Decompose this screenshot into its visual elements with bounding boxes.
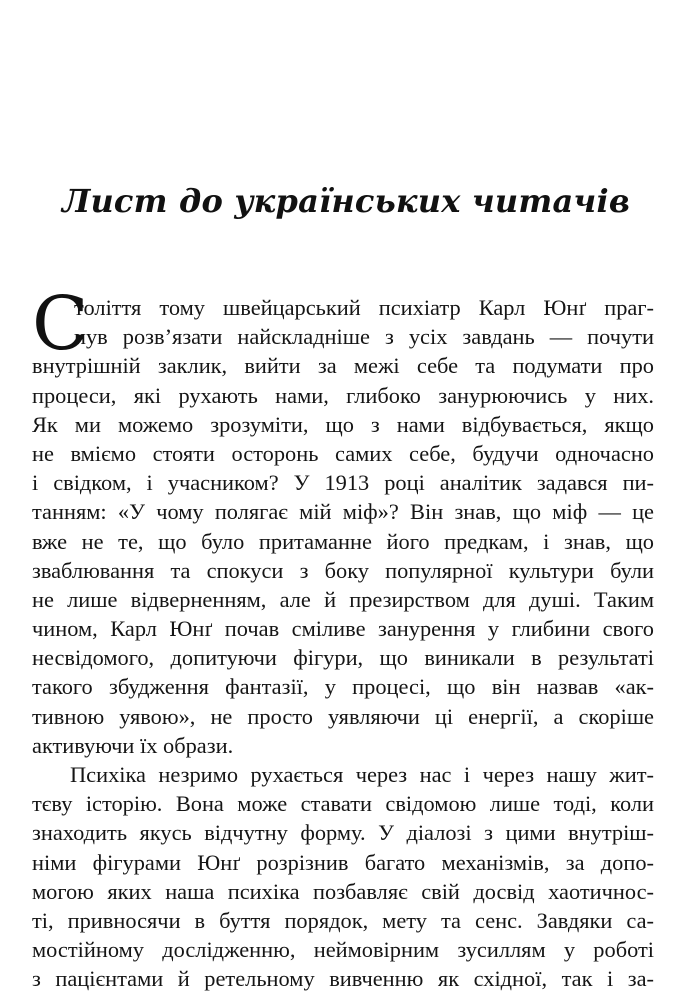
text-line: і свідком, і учасником? У 1913 році аналітик задався пи- [32,470,654,496]
text-line: такого збудження фантазії, у процесі, що він назвав «ак- [32,674,654,700]
text-line: тивною уявою», не просто уявляючи ці енергії, а скоріше [32,703,654,729]
text-line: знаходить якусь відчутну форму. У діалозі з цими внутріш- [32,820,654,846]
text-line: несвідомого, допитуючи фігури, що виникали в результаті [32,645,654,671]
text-line: толіття тому швейцарський психіатр Карл Юнґ праг- [74,295,654,320]
body-text [32,281,654,994]
text-line: Як ми можемо зрозуміти, що з нами відбувається, якщо [32,411,654,437]
text-line: ті, привносячи в буття порядок, мету та сенс. Завдяки са- [32,907,654,933]
text-line: з пацієнтами й ретельному вивченню як східної, так і за- [32,966,654,992]
text-line: мостійному дослідженню, неймовірним зусиллям у роботі [32,937,654,963]
text-line: могою яких наша психіка позбавляє свій досвід хаотичнос- [32,878,654,904]
text-line: не лише відверненням, але й презирством для душі. Таким [32,586,654,612]
text-line: тєву історію. Вона може ставати свідомою лише тоді, коли [32,791,654,817]
text-line: зваблювання та спокуси з боку популярної культури були [32,557,654,583]
text-line: Психіка незримо рухається через нас і через нашу жит- [70,762,654,787]
text-line: німи фігурами Юнґ розрізнив багато механізмів, за допо- [32,849,654,875]
text-line: танням: «У чому полягає мій міф»? Він знав, що міф — це [32,499,654,525]
chapter-title: Лист до українських читачів [61,182,631,220]
text-line: не вміємо стояти осторонь самих себе, будучи одночасно [32,440,654,466]
text-line: вже не те, що було притаманне його предкам, і знав, що [32,528,654,554]
text-line: процеси, які рухають нами, глибоко занурюючись у них. [32,382,654,408]
text-line: чином, Карл Юнґ почав сміливе занурення у глибини свого [32,616,654,642]
drop-cap: С [32,281,89,367]
text-line: нув розв’язати найскладніше з усіх завдань — почути [74,324,654,350]
text-line: внутрішній заклик, вийти за межі себе та подумати про [32,353,654,379]
text-line: активуючи їх образи. [32,732,234,758]
